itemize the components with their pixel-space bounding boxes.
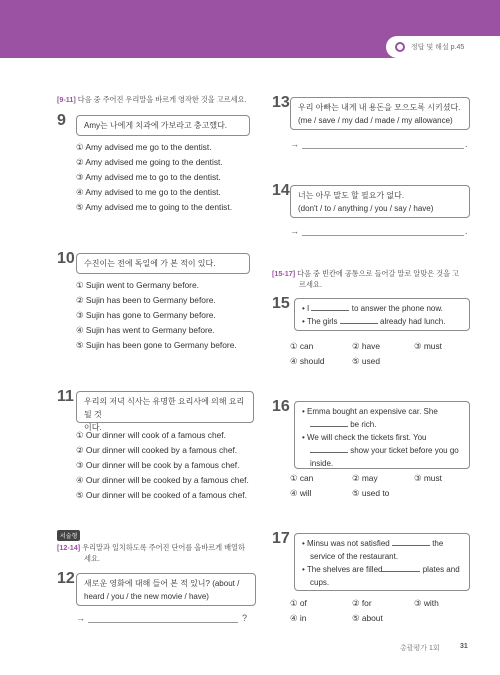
prompt-box-12 xyxy=(76,573,256,606)
answer-end-14: . xyxy=(465,226,468,236)
arrow-icon: → xyxy=(290,139,299,149)
instruction-text-2: 세요. xyxy=(84,554,100,563)
option-1[interactable]: ① Sujin went to Germany before. xyxy=(76,280,199,290)
sentence-1-line-2: be rich. xyxy=(350,420,377,429)
option-5[interactable]: ⑤ used xyxy=(352,356,380,366)
instruction-15-17 xyxy=(272,268,477,290)
circle-bullet-icon xyxy=(395,42,405,52)
question-number-12: 12 xyxy=(57,570,75,587)
writing-tag: 서술형 xyxy=(57,530,80,541)
blank[interactable] xyxy=(382,563,420,572)
blank[interactable] xyxy=(310,418,348,427)
blank[interactable] xyxy=(310,444,348,453)
instruction-range: [15-17] xyxy=(272,269,296,278)
option-4[interactable]: ④ Sujin has went to Germany before. xyxy=(76,325,215,335)
blank[interactable] xyxy=(392,537,430,546)
prompt-text: 수진이는 전에 독일에 가 본 적이 있다. xyxy=(84,259,216,268)
prompt-line-1: 우리 아빠는 내게 내 용돈을 모으도록 시키셨다. xyxy=(298,103,461,112)
instruction-9-11 xyxy=(57,94,277,105)
options-11 xyxy=(76,428,249,503)
option-2[interactable]: ② have xyxy=(352,341,380,351)
option-1[interactable]: ① Amy advised me go to the dentist. xyxy=(76,142,212,152)
question-number-9: 9 xyxy=(57,112,66,129)
option-5[interactable]: ⑤ used to xyxy=(352,488,390,498)
sentence-2-line-1a: • The shelves are filled xyxy=(302,565,383,574)
footer-label: 총괄평가 1회 xyxy=(400,645,440,652)
option-2[interactable]: ② Sujin has been to Germany before. xyxy=(76,295,216,305)
sentence-2-line-2: show your ticket before you go xyxy=(350,446,459,455)
arrow-icon: → xyxy=(290,226,299,236)
prompt-line-1: 너는 아무 말도 할 필요가 없다. xyxy=(298,191,405,200)
option-2[interactable]: ② may xyxy=(352,473,378,483)
prompt-box-10 xyxy=(76,253,250,274)
answer-line-13[interactable] xyxy=(302,148,464,149)
answer-line-12[interactable] xyxy=(88,622,238,623)
option-3[interactable]: ③ must xyxy=(414,473,442,483)
sentence-box-15 xyxy=(294,298,470,331)
option-5[interactable]: ⑤ Sujin has been gone to Germany before. xyxy=(76,340,237,350)
prompt-line-2: (don't / to / anything / you / say / have) xyxy=(298,204,434,213)
prompt-line-1: 우리의 저녁 식사는 유명한 요리사에 의해 요리될 것 xyxy=(84,397,245,419)
option-3[interactable]: ③ Amy advised me to go to the dentist. xyxy=(76,172,221,182)
prompt-line-2: 이다. xyxy=(84,423,102,432)
option-4[interactable]: ④ Amy advised to me go to the dentist. xyxy=(76,187,221,197)
options-15 xyxy=(290,339,476,369)
options-9 xyxy=(76,140,232,215)
sentence-box-17 xyxy=(294,533,470,591)
prompt-box-13 xyxy=(290,97,470,130)
option-3[interactable]: ③ with xyxy=(414,598,439,608)
option-4[interactable]: ④ in xyxy=(290,613,307,623)
sentence-1-line-1b: the xyxy=(432,539,444,548)
option-1[interactable]: ① Our dinner will cook of a famous chef. xyxy=(76,430,226,440)
option-4[interactable]: ④ should xyxy=(290,356,325,366)
question-number-14: 14 xyxy=(272,182,290,199)
option-4[interactable]: ④ will xyxy=(290,488,312,498)
options-10 xyxy=(76,278,237,353)
answer-reference-text: 정답 및 해설 p.45 xyxy=(411,44,465,51)
prompt-box-9 xyxy=(76,115,250,136)
sentence-1: • I to answer the phone now. xyxy=(302,304,443,313)
prompt-box-11 xyxy=(76,391,254,432)
options-17 xyxy=(290,596,476,626)
option-5[interactable]: ⑤ Our dinner will be cooked of a famous chef. xyxy=(76,490,247,500)
instruction-text-1: 우리말과 일치하도록 주어진 단어를 올바르게 배열하 xyxy=(82,543,245,552)
answer-end-13: . xyxy=(465,139,468,149)
sentence-1-line-2: service of the restaurant. xyxy=(310,552,399,561)
question-number-10: 10 xyxy=(57,250,75,267)
option-3[interactable]: ③ Our dinner will be cook by a famous chef. xyxy=(76,460,240,470)
prompt-line-2: (me / save / my dad / made / my allowance) xyxy=(298,116,453,125)
question-number-13: 13 xyxy=(272,94,290,111)
sentence-1-line-1: • Emma bought an expensive car. She xyxy=(302,407,438,416)
option-2[interactable]: ② for xyxy=(352,598,372,608)
question-number-16: 16 xyxy=(272,398,290,415)
option-1[interactable]: ① can xyxy=(290,473,314,483)
instruction-text-1: 다음 중 빈칸에 공통으로 들어갈 말로 알맞은 것을 고 xyxy=(297,269,459,278)
option-3[interactable]: ③ Sujin has gone to Germany before. xyxy=(76,310,216,320)
prompt-line-1: 새로운 영화에 대해 들어 본 적 있니? (about / xyxy=(84,579,240,588)
sentence-2: • The girls already had lunch. xyxy=(302,317,446,326)
option-5[interactable]: ⑤ about xyxy=(352,613,383,623)
answer-reference-tab xyxy=(386,36,500,58)
option-1[interactable]: ① of xyxy=(290,598,307,608)
options-16 xyxy=(290,471,476,501)
instruction-12-14 xyxy=(57,542,277,564)
instruction-range: [12-14] xyxy=(57,543,81,552)
option-2[interactable]: ② Our dinner will cooked by a famous chef. xyxy=(76,445,238,455)
option-4[interactable]: ④ Our dinner will be cooked by a famous chef. xyxy=(76,475,249,485)
instruction-range: [9-11] xyxy=(57,95,76,104)
prompt-box-14 xyxy=(290,185,470,218)
answer-end-12: ? xyxy=(242,613,248,623)
question-number-17: 17 xyxy=(272,530,290,547)
question-number-11: 11 xyxy=(57,388,74,405)
option-2[interactable]: ② Amy advised me going to the dentist. xyxy=(76,157,223,167)
prompt-line-2: heard / you / the new movie / have) xyxy=(84,592,209,601)
sentence-2-line-1b: plates and xyxy=(422,565,460,574)
option-3[interactable]: ③ must xyxy=(414,341,442,351)
question-number-15: 15 xyxy=(272,295,290,312)
sentence-box-16 xyxy=(294,401,470,469)
page-number: 31 xyxy=(460,643,468,650)
arrow-icon: → xyxy=(76,613,85,623)
answer-line-14[interactable] xyxy=(302,235,464,236)
sentence-1-line-1a: • Minsu was not satisfied xyxy=(302,539,390,548)
instruction-text-2: 르세요. xyxy=(299,280,322,289)
blank[interactable] xyxy=(311,302,349,311)
blank[interactable] xyxy=(340,315,378,324)
instruction-text: 다음 중 주어진 우리말을 바르게 영작한 것을 고르세요. xyxy=(77,95,247,104)
sentence-2-line-1: • We will check the tickets first. You xyxy=(302,433,427,442)
option-1[interactable]: ① can xyxy=(290,341,314,351)
prompt-text: Amy는 나에게 치과에 가보라고 충고했다. xyxy=(84,121,228,130)
option-5[interactable]: ⑤ Amy advised me to going to the dentist. xyxy=(76,202,233,212)
sentence-2-line-2: cups. xyxy=(310,578,330,587)
sentence-2-line-3: inside. xyxy=(310,459,334,468)
